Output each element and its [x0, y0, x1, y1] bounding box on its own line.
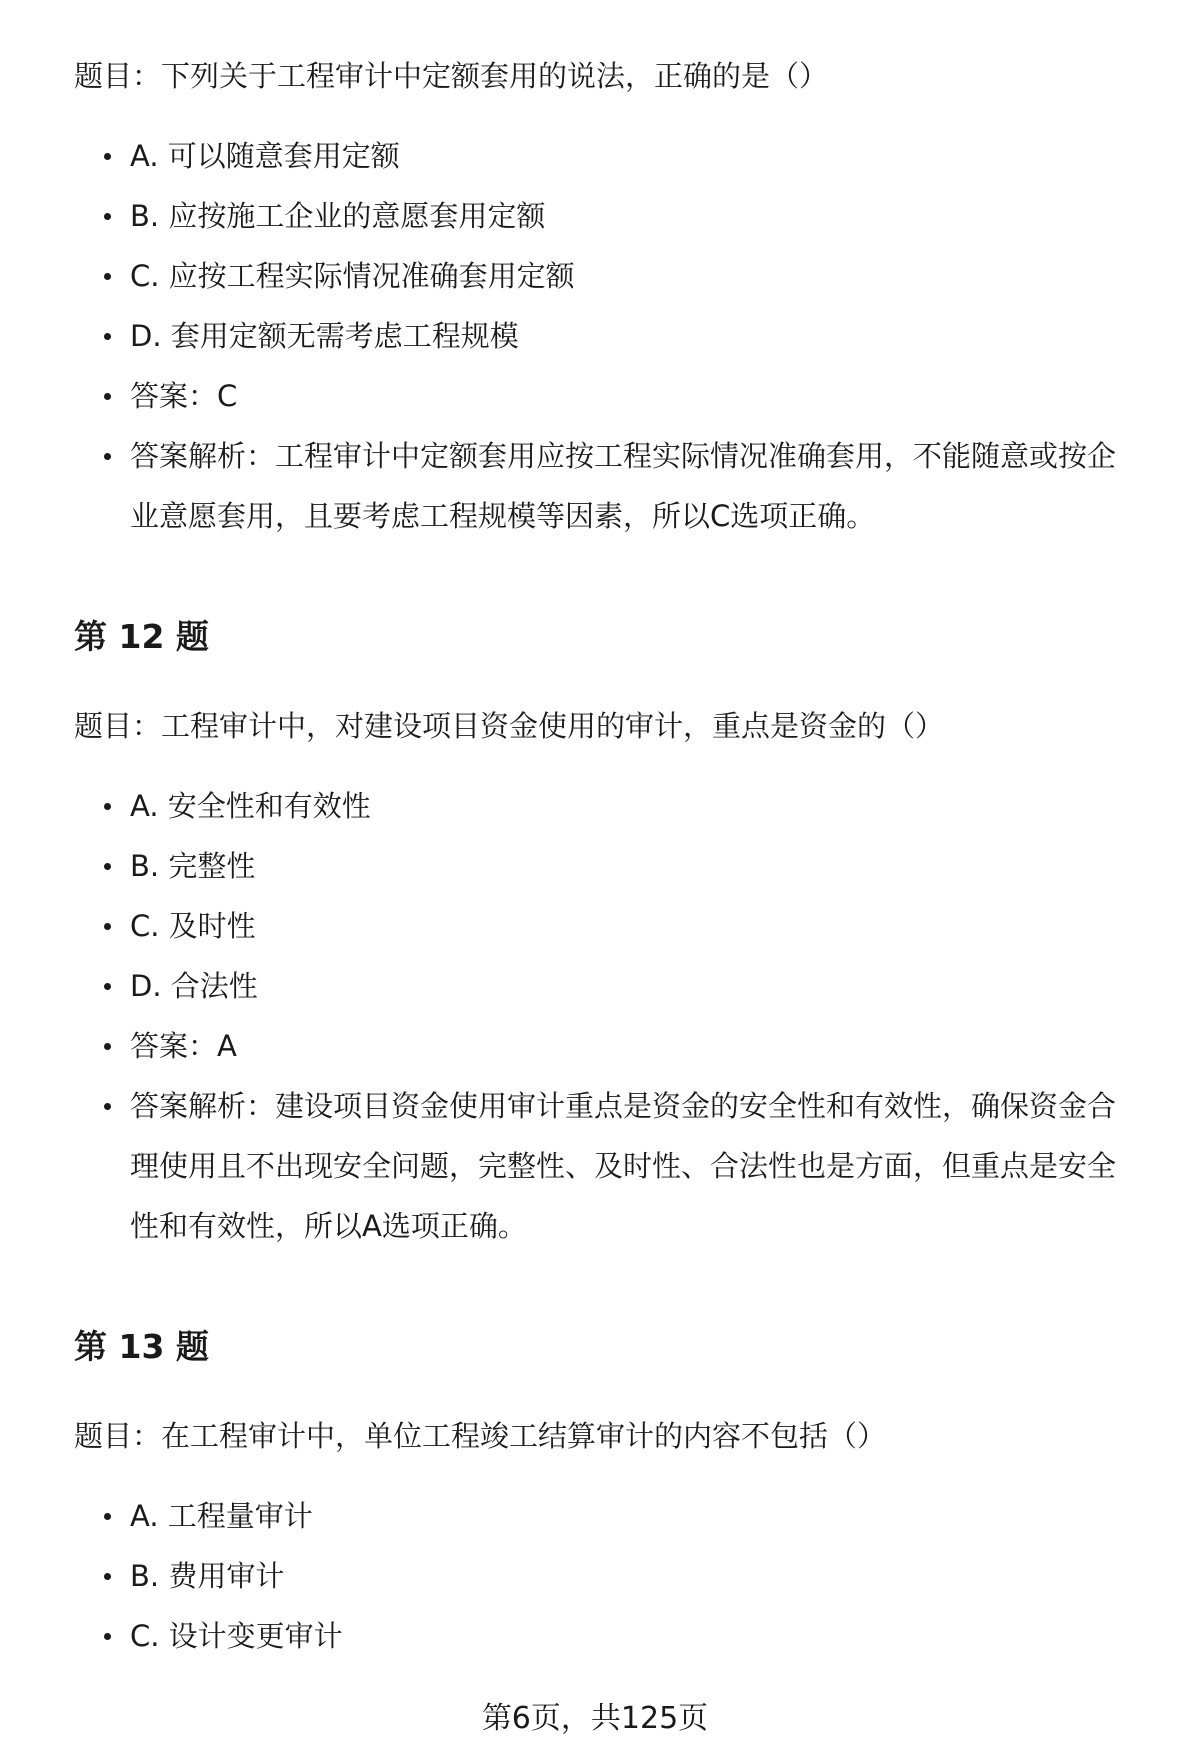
bullet-icon: [104, 213, 111, 220]
bullet-icon: [104, 153, 111, 160]
answer-item: [74, 1016, 1164, 1076]
answer-text: 答案：A: [130, 1029, 237, 1063]
bullet-icon: [104, 923, 111, 930]
option-text: B. 完整性: [130, 849, 256, 883]
option-item: [74, 956, 1164, 1016]
option-text: C. 设计变更审计: [130, 1619, 343, 1653]
analysis-line: 答案解析：建设项目资金使用审计重点是资金的安全性和有效性，确保资金合: [130, 1089, 1117, 1123]
option-text: A. 工程量审计: [130, 1499, 313, 1533]
option-text: A. 安全性和有效性: [130, 789, 371, 823]
question-11-options: [74, 126, 1164, 546]
option-item: [74, 246, 1164, 306]
question-13-heading: 第 13 题: [74, 1327, 209, 1366]
option-item: [74, 1486, 1164, 1546]
bullet-icon: [104, 273, 111, 280]
analysis-line: 业意愿套用，且要考虑工程规模等因素，所以C选项正确。: [130, 499, 876, 533]
question-12-text: 题目：工程审计中，对建设项目资金使用的审计，重点是资金的（）: [74, 709, 945, 743]
analysis-item: [74, 426, 1164, 486]
question-13-text: 题目：在工程审计中，单位工程竣工结算审计的内容不包括（）: [74, 1419, 887, 1453]
option-text: D. 合法性: [130, 969, 258, 1003]
option-item: [74, 1546, 1164, 1606]
option-item: [74, 896, 1164, 956]
bullet-icon: [104, 1103, 111, 1110]
analysis-item-continued: [74, 1196, 1164, 1256]
option-text: B. 费用审计: [130, 1559, 285, 1593]
bullet-icon: [104, 863, 111, 870]
question-13-options: [74, 1486, 1164, 1666]
bullet-icon: [104, 1043, 111, 1050]
option-text: A. 可以随意套用定额: [130, 139, 400, 173]
bullet-icon: [104, 453, 111, 460]
bullet-icon: [104, 333, 111, 340]
bullet-icon: [104, 1573, 111, 1580]
option-text: D. 套用定额无需考虑工程规模: [130, 319, 519, 353]
option-item: [74, 126, 1164, 186]
option-item: [74, 1606, 1164, 1666]
answer-item: [74, 366, 1164, 426]
option-item: [74, 306, 1164, 366]
analysis-item-continued: [74, 486, 1164, 546]
analysis-item-continued: [74, 1136, 1164, 1196]
question-12-heading: 第 12 题: [74, 617, 209, 656]
bullet-icon: [104, 393, 111, 400]
bullet-icon: [104, 1633, 111, 1640]
answer-text: 答案：C: [130, 379, 238, 413]
option-text: C. 及时性: [130, 909, 256, 943]
option-item: [74, 186, 1164, 246]
option-text: B. 应按施工企业的意愿套用定额: [130, 199, 546, 233]
bullet-icon: [104, 983, 111, 990]
bullet-icon: [104, 1513, 111, 1520]
question-12-options: [74, 776, 1164, 1256]
question-11-text: 题目：下列关于工程审计中定额套用的说法，正确的是（）: [74, 59, 829, 93]
analysis-line: 答案解析：工程审计中定额套用应按工程实际情况准确套用，不能随意或按企: [130, 439, 1117, 473]
bullet-icon: [104, 803, 111, 810]
analysis-line: 性和有效性，所以A选项正确。: [130, 1209, 527, 1243]
option-text: C. 应按工程实际情况准确套用定额: [130, 259, 575, 293]
analysis-item: [74, 1076, 1164, 1136]
option-item: [74, 836, 1164, 896]
analysis-line: 理使用且不出现安全问题，完整性、及时性、合法性也是方面，但重点是安全: [130, 1149, 1117, 1183]
page-footer: 第6页，共125页: [481, 1701, 709, 1736]
option-item: [74, 776, 1164, 836]
